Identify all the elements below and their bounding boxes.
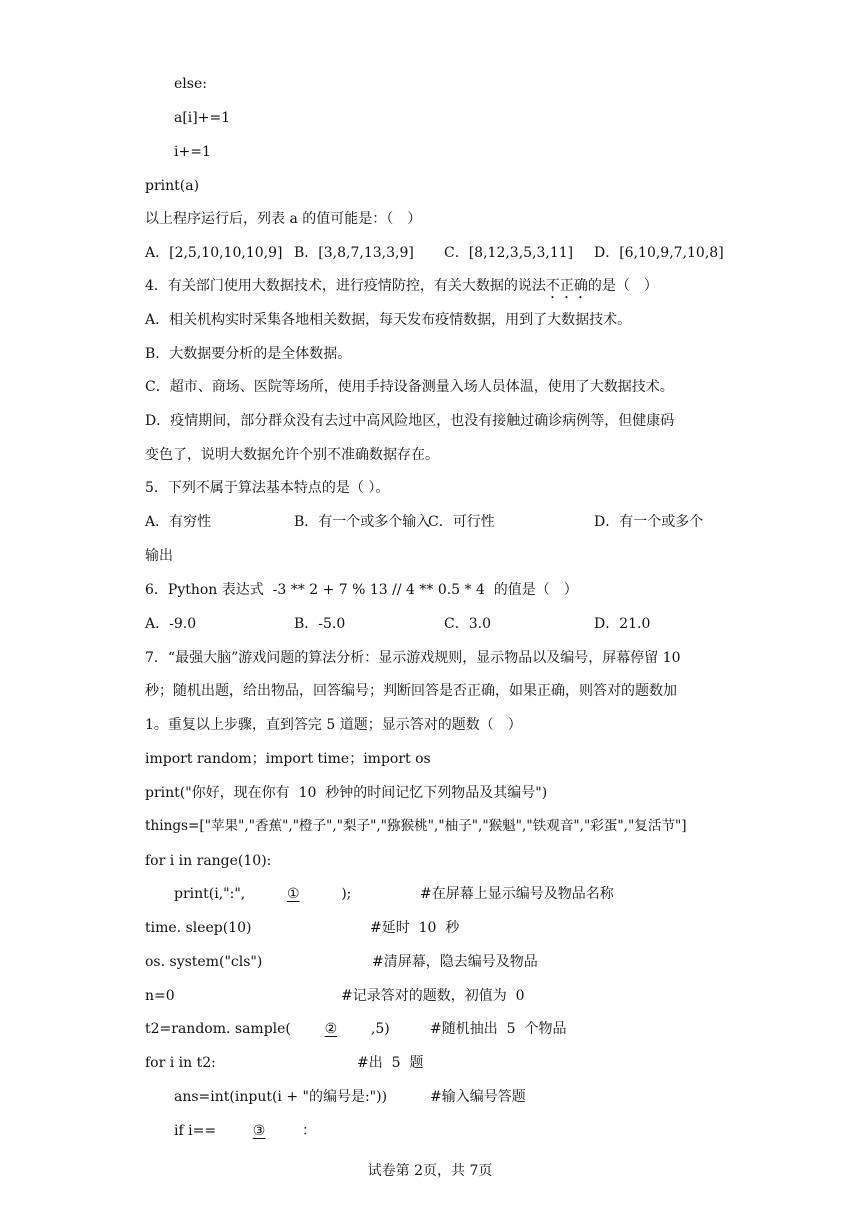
code-line: print(i,":", ① );: [174, 886, 352, 902]
q4-option-d-cont: 变色了，说明大数据允许个别不准确数据存在。: [145, 447, 439, 463]
code-comment: #输入编号答题: [430, 1089, 526, 1105]
code-line: for i in t2:: [145, 1055, 216, 1071]
q4-option-d: D．疫情期间，部分群众没有去过中高风险地区，也没有接触过确诊病例等，但健康码: [145, 413, 675, 429]
page-footer: 试卷第 2页，共 7页: [367, 1163, 493, 1179]
question-6-stem: 6．Python 表达式 -3 ** 2 + 7 % 13 // 4 ** 0.5 * 4 的值是（ ）: [145, 582, 578, 598]
code-line: import random；import time；import os: [145, 751, 431, 767]
code-line: ans=int(input(i + "的编号是:")): [174, 1089, 388, 1105]
code-line: a[i]+=1: [174, 110, 231, 126]
question-4-stem: 4．有关部门使用大数据技术，进行疫情防控，有关大数据的说法不正确的是（ ）: [145, 278, 658, 294]
code-line: i+=1: [174, 144, 211, 160]
question-7-line: 7．“最强大脑”游戏问题的算法分析：显示游戏规则，显示物品以及编号，屏幕停留 10: [145, 650, 681, 666]
code-line: time. sleep(10): [145, 920, 252, 936]
code-line: t2=random. sample( ② ,5): [145, 1021, 390, 1037]
code-line: if i== ③ ：: [174, 1123, 317, 1139]
code-line: things=["苹果","香蕉","橙子","梨子","猕猴桃","柚子","猴魁","铁观音","彩蛋","复活节"]: [145, 818, 687, 834]
q6-option-d: D．21.0: [594, 616, 651, 632]
q3-option-d: D．[6,10,9,7,10,8]: [594, 245, 724, 261]
question-7-line: 秒；随机出题，给出物品，回答编号；判断回答是否正确，如果正确，则答对的题数加: [145, 683, 677, 699]
q3-option-a: A．[2,5,10,10,10,9]: [145, 245, 283, 261]
q5-option-d: D．有一个或多个: [594, 514, 704, 530]
q5-option-b: B．有一个或多个输入: [294, 514, 431, 530]
code-comment: #清屏幕，隐去编号及物品: [372, 954, 538, 970]
code-line: else:: [174, 76, 207, 92]
q4-option-c: C．超市、商场、医院等场所，使用手持设备测量入场人员体温，使用了大数据技术。: [145, 379, 674, 395]
q5-option-c: C．可行性: [428, 514, 495, 530]
question-5-stem: 5．下列不属于算法基本特点的是（ ）。: [145, 480, 390, 496]
code-comment: #记录答对的题数，初值为 0: [341, 988, 525, 1004]
q6-option-a: A．-9.0: [145, 616, 197, 632]
q6-option-b: B．-5.0: [294, 616, 346, 632]
question-7-line: 1。重复以上步骤，直到答完 5 道题；显示答对的题数（ ）: [145, 717, 522, 733]
code-comment: #在屏幕上显示编号及物品名称: [420, 886, 614, 902]
emphasis-text: 不正确: [545, 278, 588, 294]
blank-1: ①: [286, 886, 300, 902]
code-line: for i in range(10):: [145, 853, 272, 869]
q3-option-b: B．[3,8,7,13,3,9]: [294, 245, 414, 261]
q5-option-d-cont: 输出: [145, 548, 173, 564]
q4-option-a: A．相关机构实时采集各地相关数据，每天发布疫情数据，用到了大数据技术。: [145, 312, 632, 328]
q5-option-a: A．有穷性: [145, 514, 212, 530]
blank-3: ③: [252, 1123, 266, 1139]
code-line: print(a): [145, 178, 200, 194]
code-line: os. system("cls"): [145, 954, 263, 970]
q4-option-b: B．大数据要分析的是全体数据。: [145, 346, 352, 362]
q3-option-c: C．[8,12,3,5,3,11]: [444, 245, 574, 261]
code-comment: #出 5 题: [357, 1055, 424, 1071]
code-comment: #随机抽出 5 个物品: [430, 1021, 567, 1037]
code-line: n=0: [145, 988, 175, 1004]
question-3-stem: 以上程序运行后，列表 a 的值可能是：（ ）: [145, 211, 422, 227]
code-comment: #延时 10 秒: [370, 920, 460, 936]
blank-2: ②: [324, 1021, 338, 1037]
q6-option-c: C．3.0: [444, 616, 491, 632]
code-line: print("你好，现在你有 10 秒钟的时间记忆下列物品及其编号"): [145, 785, 548, 801]
